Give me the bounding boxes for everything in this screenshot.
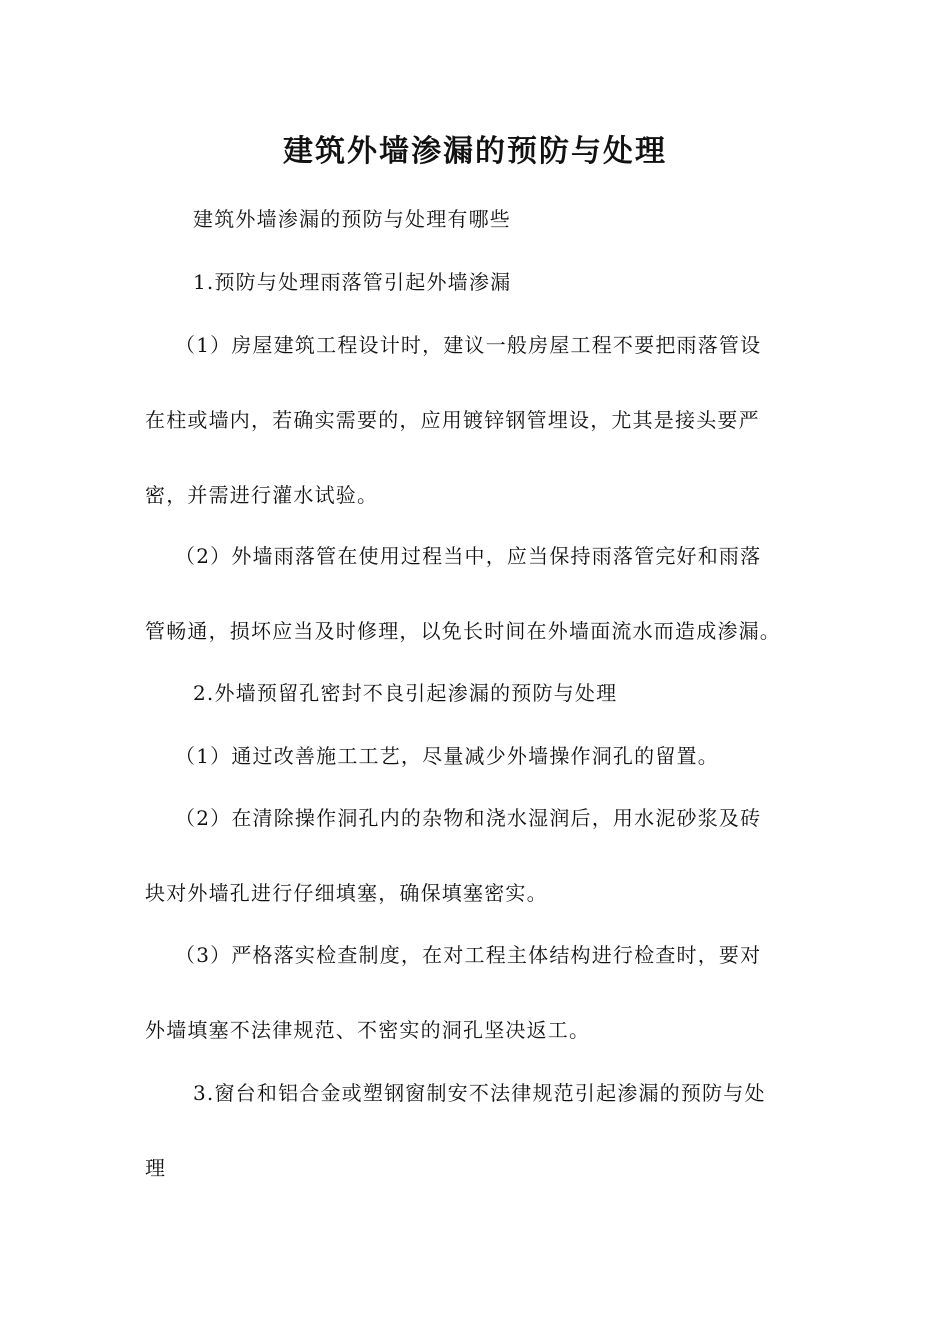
paragraph-line: （1）通过改善施工工艺，尽量减少外墙操作洞孔的留置。 [175, 744, 719, 768]
paragraph-line: 在柱或墙内，若确实需要的，应用镀锌钢管埋设，尤其是接头要严 [145, 408, 760, 432]
section-heading-1: 1.预防与处理雨落管引起外墙渗漏 [193, 270, 512, 294]
paragraph-line: （2）外墙雨落管在使用过程当中，应当保持雨落管完好和雨落 [175, 544, 762, 568]
paragraph-line: 管畅通，损坏应当及时修理，以免长时间在外墙面流水而造成渗漏。 [145, 619, 781, 643]
paragraph-line: （1）房屋建筑工程设计时，建议一般房屋工程不要把雨落管设 [175, 333, 762, 357]
paragraph-line: 密，并需进行灌水试验。 [145, 483, 379, 507]
paragraph-line: 外墙填塞不法律规范、不密实的洞孔坚决返工。 [145, 1018, 591, 1042]
paragraph-intro: 建筑外墙渗漏的预防与处理有哪些 [193, 207, 511, 231]
section-heading-3: 3.窗台和铝合金或塑钢窗制安不法律规范引起渗漏的预防与处 [193, 1081, 766, 1105]
paragraph-line: 理 [145, 1156, 167, 1180]
document-title: 建筑外墙渗漏的预防与处理 [283, 134, 667, 169]
paragraph-line: 块对外墙孔进行仔细填塞，确保填塞密实。 [145, 881, 548, 905]
paragraph-line: （2）在清除操作洞孔内的杂物和浇水湿润后，用水泥砂浆及砖 [175, 806, 762, 830]
section-heading-2: 2.外墙预留孔密封不良引起渗漏的预防与处理 [193, 681, 618, 705]
paragraph-line: （3）严格落实检查制度，在对工程主体结构进行检查时，要对 [175, 943, 762, 967]
